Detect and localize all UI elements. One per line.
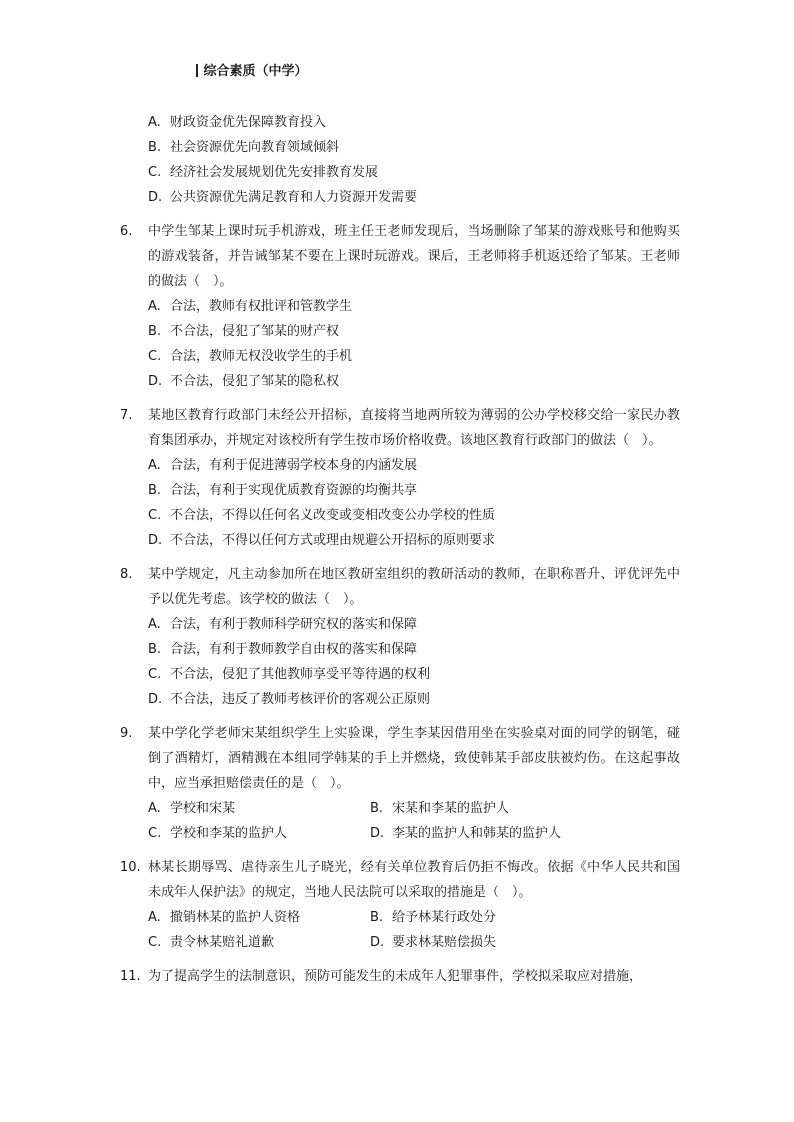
- option-item: B. 给予林某行政处分: [370, 910, 497, 925]
- option-item: C. 经济社会发展规划优先安排教育发展: [148, 165, 379, 180]
- question-content: [120, 110, 680, 989]
- option-item: C. 合法，教师无权没收学生的手机: [148, 349, 353, 364]
- question-number: 8.: [120, 567, 133, 582]
- option-item: A. 合法，有利于促进薄弱学校本身的内涵发展: [148, 458, 418, 473]
- question-7: [120, 403, 680, 553]
- header-title: 综合素质（中学）: [203, 64, 308, 79]
- question-stem: 某中学化学老师宋某组织学生上实验课，学生李某因借用坐在实验桌对面的同学的钢笔，碰倒了酒精灯，酒精溅在本组同学韩某的手上并燃烧，致使韩某手部皮肤被灼伤。在这起事故中，应当承担赔偿责任的是（ ）。: [148, 726, 680, 791]
- option-item: D. 李某的监护人和韩某的监护人: [370, 826, 562, 841]
- option-item: A. 财政资金优先保障教育投入: [148, 115, 327, 130]
- option-item: B. 宋某和李某的监护人: [370, 801, 510, 816]
- question-6: [120, 219, 680, 394]
- option-item: C. 学校和李某的监护人: [148, 826, 288, 841]
- option-item: D. 要求林某赔偿损失: [370, 935, 497, 950]
- option-item: D. 不合法，违反了教师考核评价的客观公正原则: [148, 692, 431, 707]
- option-item: B. 社会资源优先向教育领域倾斜: [148, 140, 340, 155]
- page-header: [196, 60, 308, 79]
- question-stem: 某地区教育行政部门未经公开招标，直接将当地两所较为薄弱的公办学校移交给一家民办教育集团承办，并规定对该校所有学生按市场价格收费。该地区教育行政部门的做法（ ）。: [148, 408, 680, 448]
- option-item: C. 责令林某赔礼道歉: [148, 935, 275, 950]
- question-number: 6.: [120, 224, 133, 239]
- header-divider: [196, 64, 198, 77]
- question-9: [120, 721, 680, 846]
- option-item: A. 学校和宋某: [148, 801, 236, 816]
- option-item: A. 撤销林某的监护人资格: [148, 910, 301, 925]
- question-10: [120, 855, 680, 955]
- option-item: A. 合法，有利于教师科学研究权的落实和保障: [148, 617, 418, 632]
- question-stem: 为了提高学生的法制意识，预防可能发生的未成年人犯罪事件，学校拟采取应对措施，: [148, 969, 643, 984]
- question-number: 7.: [120, 408, 133, 423]
- option-item: B. 合法，有利于实现优质教育资源的均衡共享: [148, 483, 418, 498]
- question-stem: 中学生邹某上课时玩手机游戏，班主任王老师发现后，当场删除了邹某的游戏账号和他购买的游戏装备，并告诫邹某不要在上课时玩游戏。课后，王老师将手机返还给了邹某。王老师的做法（ ）。: [148, 224, 680, 289]
- option-item: D. 公共资源优先满足教育和人力资源开发需要: [148, 190, 418, 205]
- question-number: 11.: [120, 969, 141, 984]
- question-8: [120, 562, 680, 712]
- option-item: C. 不合法，不得以任何名义改变或变相改变公办学校的性质: [148, 508, 496, 523]
- option-item: B. 合法，有利于教师教学自由权的落实和保障: [148, 642, 418, 657]
- option-item: C. 不合法，侵犯了其他教师享受平等待遇的权利: [148, 667, 431, 682]
- option-item: B. 不合法，侵犯了邹某的财产权: [148, 324, 340, 339]
- question-stem: 林某长期辱骂、虐待亲生儿子晓光，经有关单位教育后仍拒不悔改。依据《中华人民共和国未成年人保护法》的规定，当地人民法院可以采取的措施是（ ）。: [148, 860, 680, 900]
- question-number: 10.: [120, 860, 141, 875]
- question-11: [120, 964, 680, 989]
- question-number: 9.: [120, 726, 133, 741]
- option-item: D. 不合法，侵犯了邹某的隐私权: [148, 374, 340, 389]
- option-item: D. 不合法，不得以任何方式或理由规避公开招标的原则要求: [148, 533, 496, 548]
- option-item: A. 合法，教师有权批评和管教学生: [148, 299, 353, 314]
- question-stem: 某中学规定，凡主动参加所在地区教研室组织的教研活动的教师，在职称晋升、评优评先中予以优先考虑。该学校的做法（ ）。: [148, 567, 680, 607]
- prev-question-options: [148, 110, 680, 210]
